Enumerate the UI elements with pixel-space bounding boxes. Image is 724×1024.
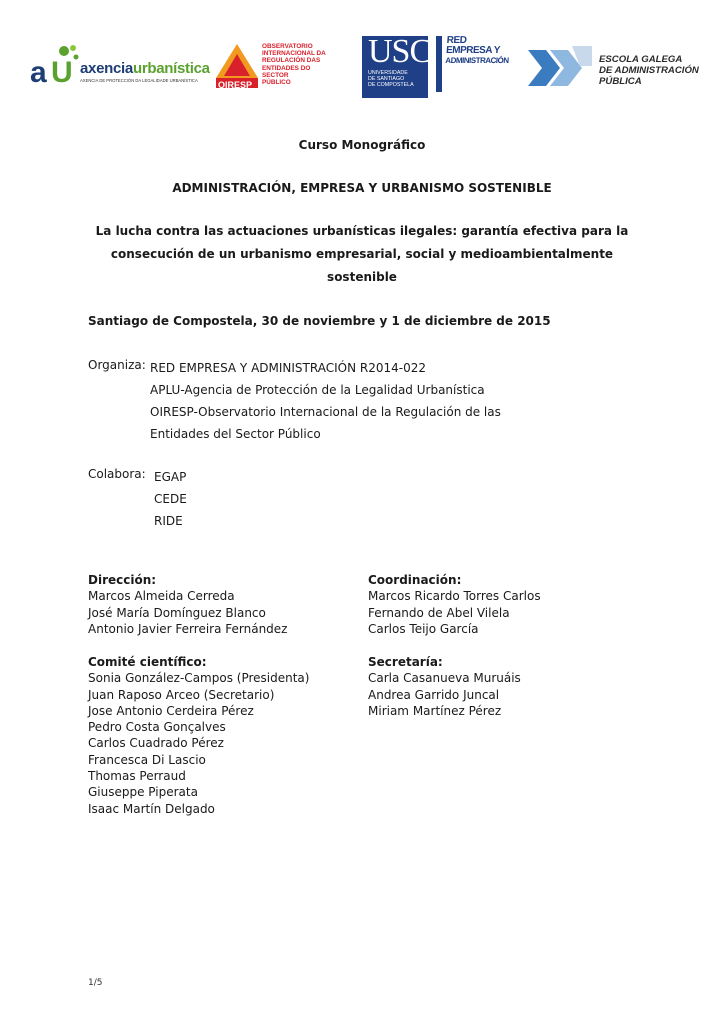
- comite-member: Giuseppe Piperata: [88, 785, 198, 800]
- usc-logo-letters: USC: [368, 33, 432, 70]
- comite-member: Thomas Perraud: [88, 769, 186, 784]
- comite-heading: Comité científico:: [88, 655, 207, 669]
- secretaria-heading: Secretaría:: [368, 655, 443, 669]
- coordinacion-member: Carlos Teijo García: [368, 621, 479, 636]
- place-date: Santiago de Compostela, 30 de noviembre y 1 de diciembre de 2015: [88, 314, 551, 328]
- comite-member: Pedro Costa Gonçalves: [88, 720, 226, 735]
- oiresp-logo-label: OIRESP: [218, 80, 253, 90]
- svg-text:U: U: [51, 56, 73, 86]
- egap-logo-text: ESCOLA GALEGA DE ADMINISTRACIÓN PÚBLICA: [599, 54, 699, 87]
- direccion-member: Antonio Javier Ferreira Fernández: [88, 621, 288, 636]
- organiza-item: APLU-Agencia de Protección de la Legalidad Urbanística: [150, 383, 485, 397]
- red-logo-text: RED EMPRESA Y ADMINISTRACIÓN: [445, 35, 509, 65]
- organiza-list: [150, 357, 501, 445]
- coordinacion-member: Marcos Ricardo Torres Carlos: [368, 589, 541, 604]
- oiresp-logo-text: OBSERVATORIO INTERNACIONAL DA REGULACIÓN DAS ENTIDADES DO SECTOR PÚBLICO: [262, 43, 326, 87]
- svg-text:a: a: [30, 56, 47, 86]
- organiza-item: Entidades del Sector Público: [150, 427, 321, 441]
- organiza-label: Organiza:: [88, 358, 146, 372]
- colabora-list: [154, 466, 187, 532]
- coordinacion-section: [368, 572, 541, 637]
- direccion-heading: Dirección:: [88, 573, 157, 587]
- aplu-logo-subtitle: AXENCIA DE PROTECCIÓN DA LEGALIDADE URBANÍSTICA: [80, 78, 198, 83]
- comite-member: Jose Antonio Cerdeira Pérez: [88, 703, 254, 718]
- secretaria-member: Andrea Garrido Juncal: [368, 687, 500, 702]
- colabora-item: CEDE: [154, 492, 187, 506]
- colabora-label: Colabora:: [88, 467, 146, 481]
- comite-member: Juan Raposo Arceo (Secretario): [88, 687, 275, 702]
- organiza-item: OIRESP-Observatorio Internacional de la Regulación de las: [150, 405, 501, 419]
- comite-member: Sonia González-Campos (Presidenta): [88, 671, 310, 686]
- direccion-member: Marcos Almeida Cerreda: [88, 589, 235, 604]
- aplu-logo-mark: [30, 44, 82, 86]
- comite-member: Carlos Cuadrado Pérez: [88, 736, 224, 751]
- comite-section: [88, 654, 309, 817]
- direccion-section: [88, 572, 287, 637]
- red-logo-bar: [436, 36, 442, 92]
- usc-logo-text: UNIVERSIDADE DE SANTIAGO DE COMPOSTELA: [368, 70, 414, 89]
- egap-logo-mark: [528, 44, 592, 92]
- course-type: Curso Monográfico: [298, 138, 426, 152]
- comite-member: Isaac Martín Delgado: [88, 801, 215, 816]
- secretaria-member: Miriam Martínez Pérez: [368, 703, 502, 718]
- organiza-item: RED EMPRESA Y ADMINISTRACIÓN R2014-022: [150, 361, 426, 375]
- coordinacion-member: Fernando de Abel Vilela: [368, 605, 510, 620]
- course-title: ADMINISTRACIÓN, EMPRESA Y URBANISMO SOSTENIBLE: [172, 181, 552, 195]
- page-number: 1/5: [88, 978, 103, 988]
- secretaria-section: [368, 654, 521, 719]
- aplu-logo-name: axenciaurbanística: [80, 60, 210, 77]
- direccion-member: José María Domínguez Blanco: [88, 605, 266, 620]
- coordinacion-heading: Coordinación:: [368, 573, 462, 587]
- colabora-item: EGAP: [154, 470, 187, 484]
- logo-header: [0, 0, 724, 110]
- secretaria-member: Carla Casanueva Muruáis: [368, 671, 521, 686]
- course-subtitle: La lucha contra las actuaciones urbanísticas ilegales: garantía efectiva para la consecución de un urbanismo empresarial, social y medioambientalmente sostenible: [95, 224, 629, 284]
- comite-member: Francesca Di Lascio: [88, 752, 206, 767]
- colabora-item: RIDE: [154, 514, 183, 528]
